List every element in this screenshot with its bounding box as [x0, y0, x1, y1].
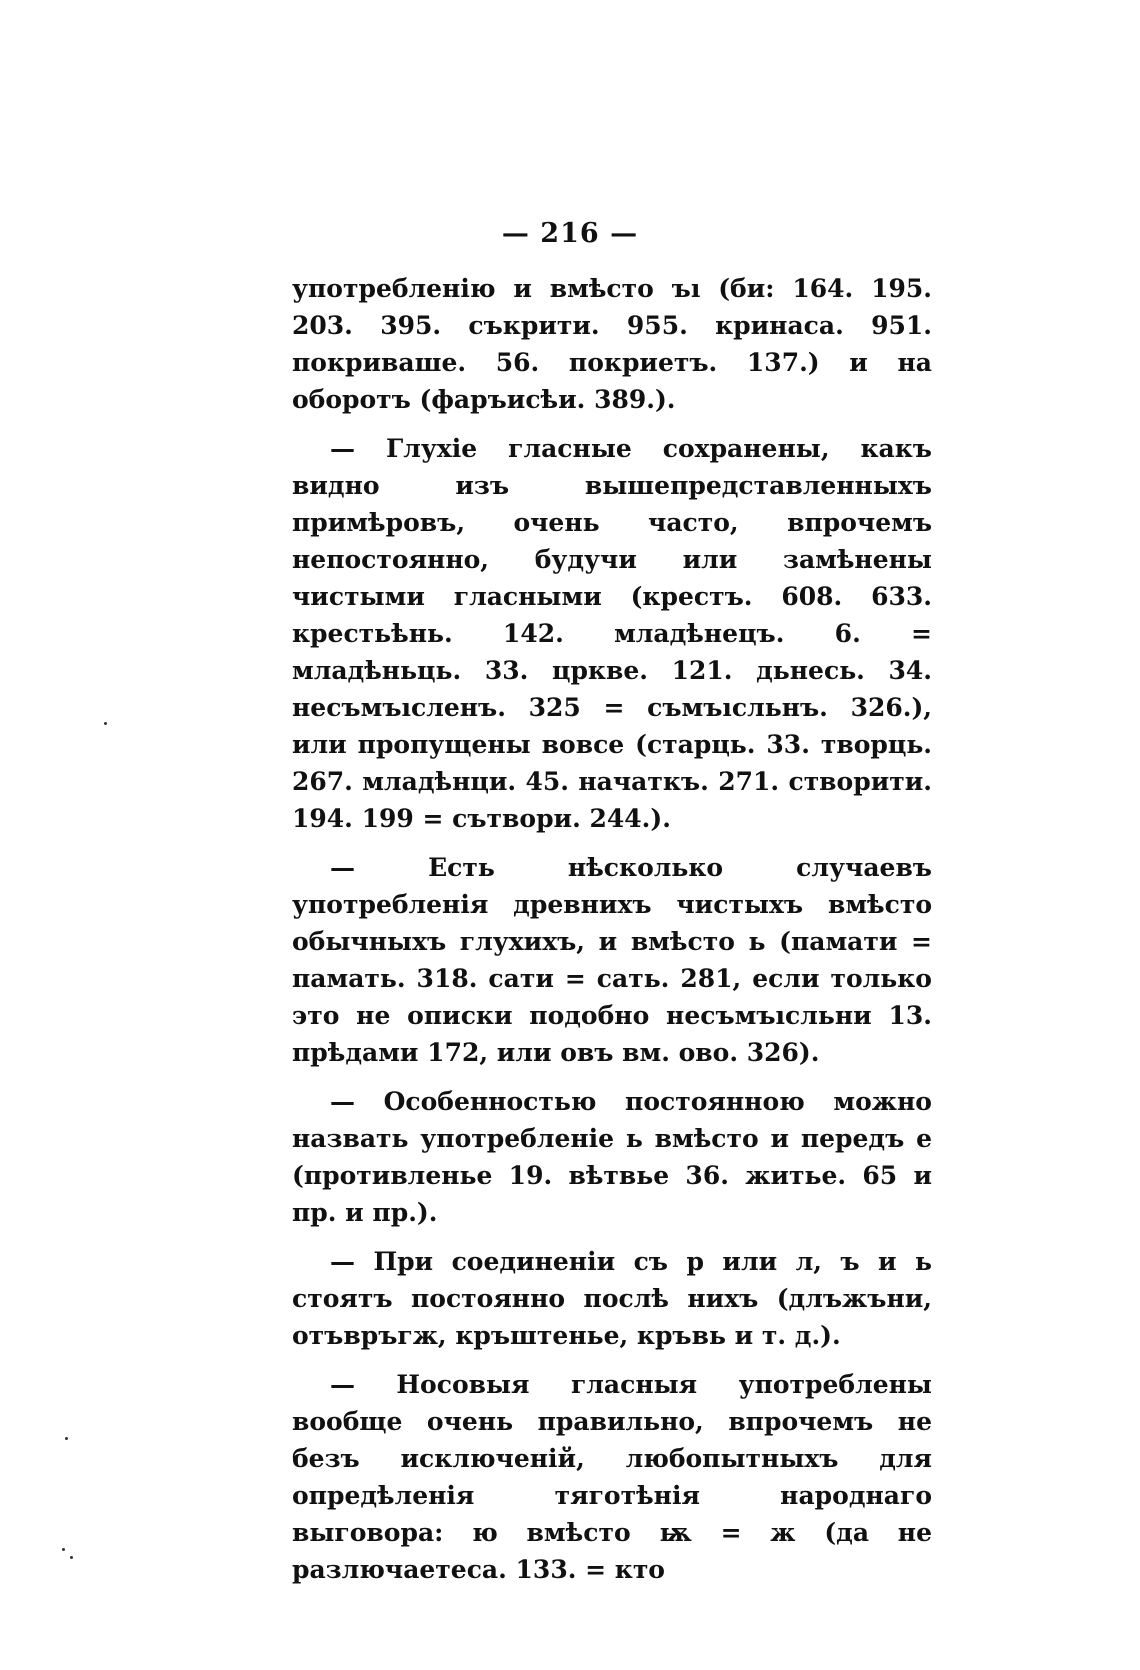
scan-speck	[70, 1556, 73, 1559]
scan-speck	[104, 722, 107, 725]
page-number: — 216 —	[501, 218, 639, 249]
body-text	[292, 270, 932, 1600]
paragraph: — Носовыя гласныя употреблены вообще очень правильно, впрочемъ не безъ исключеній, любопытныхъ для опредѣленія тяготѣнія народнаго выговора: ю вмѣсто ѭ = ж (да не разлючаетеса. 133. = кто	[292, 1370, 932, 1584]
paragraph: употребленію и вмѣсто ъı (би: 164. 195. 203. 395. съкрити. 955. кринаса. 951. покриваше. 56. покриетъ. 137.) и на оборотъ (фаръисѣи. 389.).	[292, 274, 932, 414]
paragraph: — Есть нѣсколько случаевъ употребленія древнихъ чистыхъ вмѣсто обычныхъ глухихъ, и вмѣсто ь (памати = памать. 318. сати = сать. 281, если только это не описки подобно несъмъıсльни 13. прѣдами 172, или овъ вм. ово. 326).	[292, 853, 932, 1067]
paragraph: — При соединеніи съ р или л, ъ и ь стоятъ постоянно послѣ нихъ (длъжъни, отъвръгж, кръштенье, кръвь и т. д.).	[292, 1247, 932, 1350]
paragraph: — Особенностью постоянною можно назвать употребленіе ь вмѣсто и передъ е (противленье 19. вѣтвье 36. житье. 65 и пр. и пр.).	[292, 1087, 932, 1227]
scan-speck	[62, 1548, 65, 1551]
paragraph: — Глухіе гласные сохранены, какъ видно изъ вышепредставленныхъ примѣровъ, очень часто, впрочемъ непостоянно, будучи или замѣнены чистыми гласными (крестъ. 608. 633. крестьѣнь. 142. младѣнецъ. 6. = младѣньць. 33. црквe. 121. дьнесь. 34. несъмъıслeнъ. 325 = съмъıсльнъ. 326.), или пропущены вовсе (старць. 33. творць. 267. младѣнци. 45. начаткъ. 271. створити. 194. 199 = сътвори. 244.).	[292, 434, 932, 833]
scan-speck	[65, 1437, 68, 1440]
